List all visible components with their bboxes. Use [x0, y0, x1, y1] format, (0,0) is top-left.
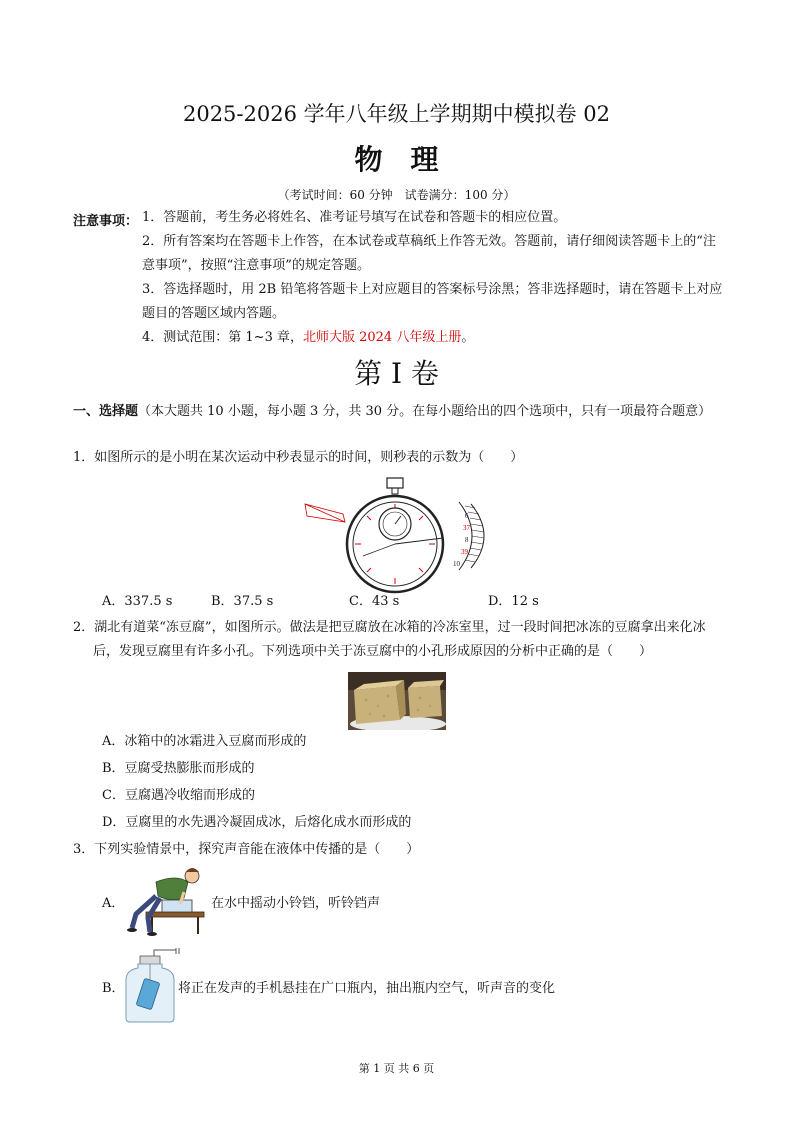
q1-option-d: D．12 s — [488, 594, 539, 609]
q3-option-b-text: 将正在发声的手机悬挂在广口瓶内，抽出瓶内空气，听声音的变化 — [178, 981, 556, 996]
q3-option-a-label: A． — [102, 896, 125, 911]
section-description: （本大题共 10 小题，每小题 3 分，共 30 分。在每小题给出的四个选项中，只有一项最符合题意） — [138, 404, 712, 419]
scale-label-4: 10 — [453, 560, 460, 568]
stopwatch-figure — [303, 476, 498, 594]
page-footer: 第 1 页 共 6 页 — [358, 1062, 435, 1075]
question-2-text: 2．湖北有道菜“冻豆腐”，如图所示。做法是把豆腐放在冰箱的冷冻室里，过一段时间把冰冻的豆腐拿出来化冰后，发现豆腐里有许多小孔。下列选项中关于冻豆腐中的小孔形成原因的分析中正确的是（ ） — [73, 620, 706, 659]
section-heading — [73, 400, 728, 424]
subject-title: 物理 — [354, 143, 467, 176]
exam-title: 2025-2026 学年八年级上学期期中模拟卷 02 — [182, 102, 611, 126]
frozen-tofu-photo — [348, 672, 446, 730]
exam-info: （考试时间：60 分钟 试卷满分：100 分） — [277, 188, 516, 202]
q2-option-c: C．豆腐遇冷收缩而形成的 — [102, 788, 255, 803]
q1-option-b: B．37.5 s — [211, 594, 274, 609]
note-item-4-highlight: 北师大版 2024 八年级上册 — [302, 330, 462, 345]
section-heading-label: 一、选择题 — [73, 404, 139, 419]
q2-option-d: D．豆腐里的水先遇冷凝固成冰，后熔化成水而形成的 — [102, 815, 412, 830]
bell-in-water-figure — [126, 862, 208, 936]
question-3-stem: 3．下列实验情景中，探究声音能在液体中传播的是（ ） — [73, 842, 420, 857]
jar-with-phone-figure — [120, 948, 180, 1024]
q3-option-a-text: 在水中摇动小铃铛，听铃铛声 — [211, 896, 381, 911]
scale-label-0: 6 — [465, 512, 469, 520]
scale-label-1: 37 — [463, 524, 470, 532]
q2-option-b: B．豆腐受热膨胀而形成的 — [102, 761, 255, 776]
note-item-4-prefix: 4．测试范围：第 1~3 章， — [142, 330, 303, 345]
q2-option-a: A．冰箱中的冰霜进入豆腐而形成的 — [102, 734, 307, 749]
notes-label: 注意事项： — [73, 214, 139, 229]
note-item-1: 1．答题前，考生务必将姓名、准考证号填写在试卷和答题卡的相应位置。 — [142, 210, 567, 225]
scale-label-3: 39 — [461, 548, 468, 556]
note-item-4-suffix: 。 — [461, 330, 475, 345]
note-item-4 — [142, 326, 727, 350]
note-item-3: 3．答选择题时，用 2B 铅笔将答题卡上对应题目的答案标号涂黑；答非选择题时，请在答题卡上对应题目的答题区域内答题。 — [142, 282, 723, 321]
q1-option-a: A．337.5 s — [102, 594, 173, 609]
scale-label-2: 8 — [465, 536, 469, 544]
q3-option-b-label: B． — [102, 981, 125, 996]
note-item-2 — [142, 230, 727, 278]
question-2-stem — [73, 616, 728, 664]
note-item-2-text: 2．所有答案均在答题卡上作答，在本试卷或草稿纸上作答无效。答题前，请仔细阅读答题卡上的“注意事项”，按照“注意事项”的规定答题。 — [142, 234, 716, 273]
volume-title: 第 I 卷 — [354, 357, 439, 390]
question-1-stem: 1．如图所示的是小明在某次运动中秒表显示的时间，则秒表的示数为（ ） — [73, 450, 524, 465]
q1-option-c: C．43 s — [349, 594, 400, 609]
